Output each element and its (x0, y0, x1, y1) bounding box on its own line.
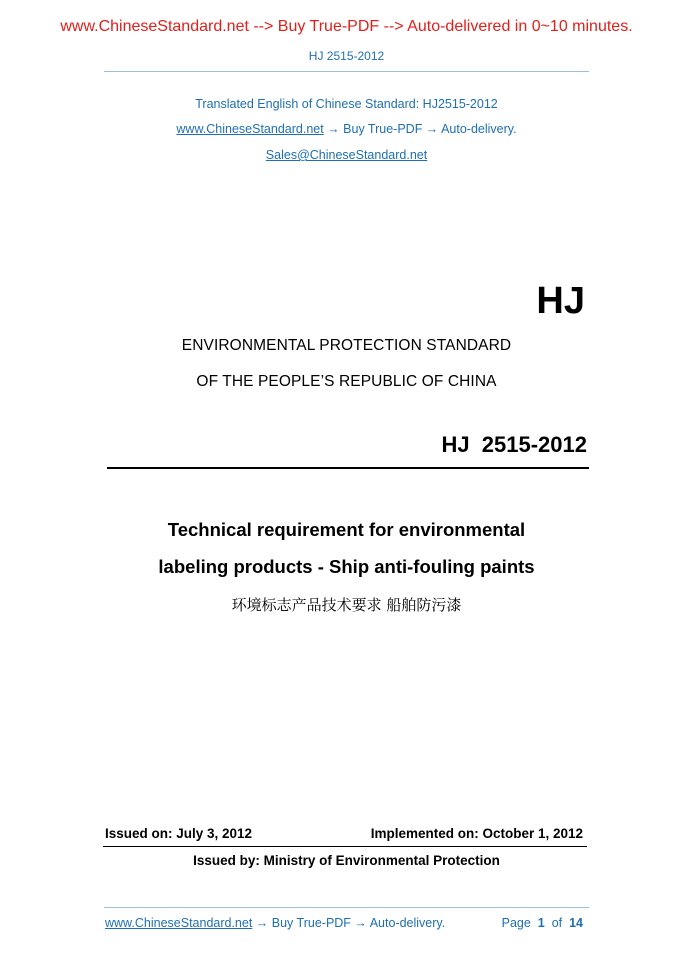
translation-links (0, 122, 693, 136)
promo-banner[interactable]: www.ChineseStandard.net --> Buy True-PDF --> Auto-delivered in 0~10 minutes. (60, 18, 633, 35)
implemented-on: Implemented on: October 1, 2012 (370, 826, 583, 841)
footer-site-link[interactable]: www.ChineseStandard.net (105, 916, 253, 930)
issued-by: Issued by: Ministry of Environmental Protection (193, 853, 500, 868)
standard-type-line2: OF THE PEOPLE’S REPUBLIC OF CHINA (196, 373, 497, 390)
footer-links (105, 916, 445, 930)
page-total: 14 (569, 916, 583, 930)
title-divider (107, 467, 589, 469)
title-line1: Technical requirement for environmental (167, 519, 526, 540)
issue-divider (103, 846, 587, 847)
of-label: of (551, 916, 563, 930)
site-link[interactable]: www.ChineseStandard.net (176, 122, 324, 136)
standard-type-line1: ENVIRONMENTAL PROTECTION STANDARD (181, 337, 512, 354)
page-indicator (502, 916, 583, 930)
standard-mark: HJ (536, 280, 585, 322)
page-number: 1 (537, 916, 545, 930)
header-standard-code: HJ 2515-2012 (308, 49, 385, 63)
standard-code: HJ 2515-2012 (441, 432, 587, 457)
page-label: Page (501, 916, 531, 930)
issued-on: Issued on: July 3, 2012 (105, 826, 253, 841)
translation-note: Translated English of Chinese Standard: HJ2515-2012 (195, 97, 498, 111)
footer-buy-text: → Buy True-PDF → Auto-delivery. (252, 916, 446, 930)
title-line2: labeling products - Ship anti-fouling paints (158, 556, 535, 577)
title-chinese: 环境标志产品技术要求 船舶防污漆 (231, 596, 462, 614)
buy-text: → Buy True-PDF → Auto-delivery. (323, 122, 517, 136)
header-divider (104, 71, 589, 72)
footer-divider (104, 907, 589, 908)
email-line (0, 148, 693, 162)
email-link[interactable]: Sales@ChineseStandard.net (265, 148, 428, 162)
